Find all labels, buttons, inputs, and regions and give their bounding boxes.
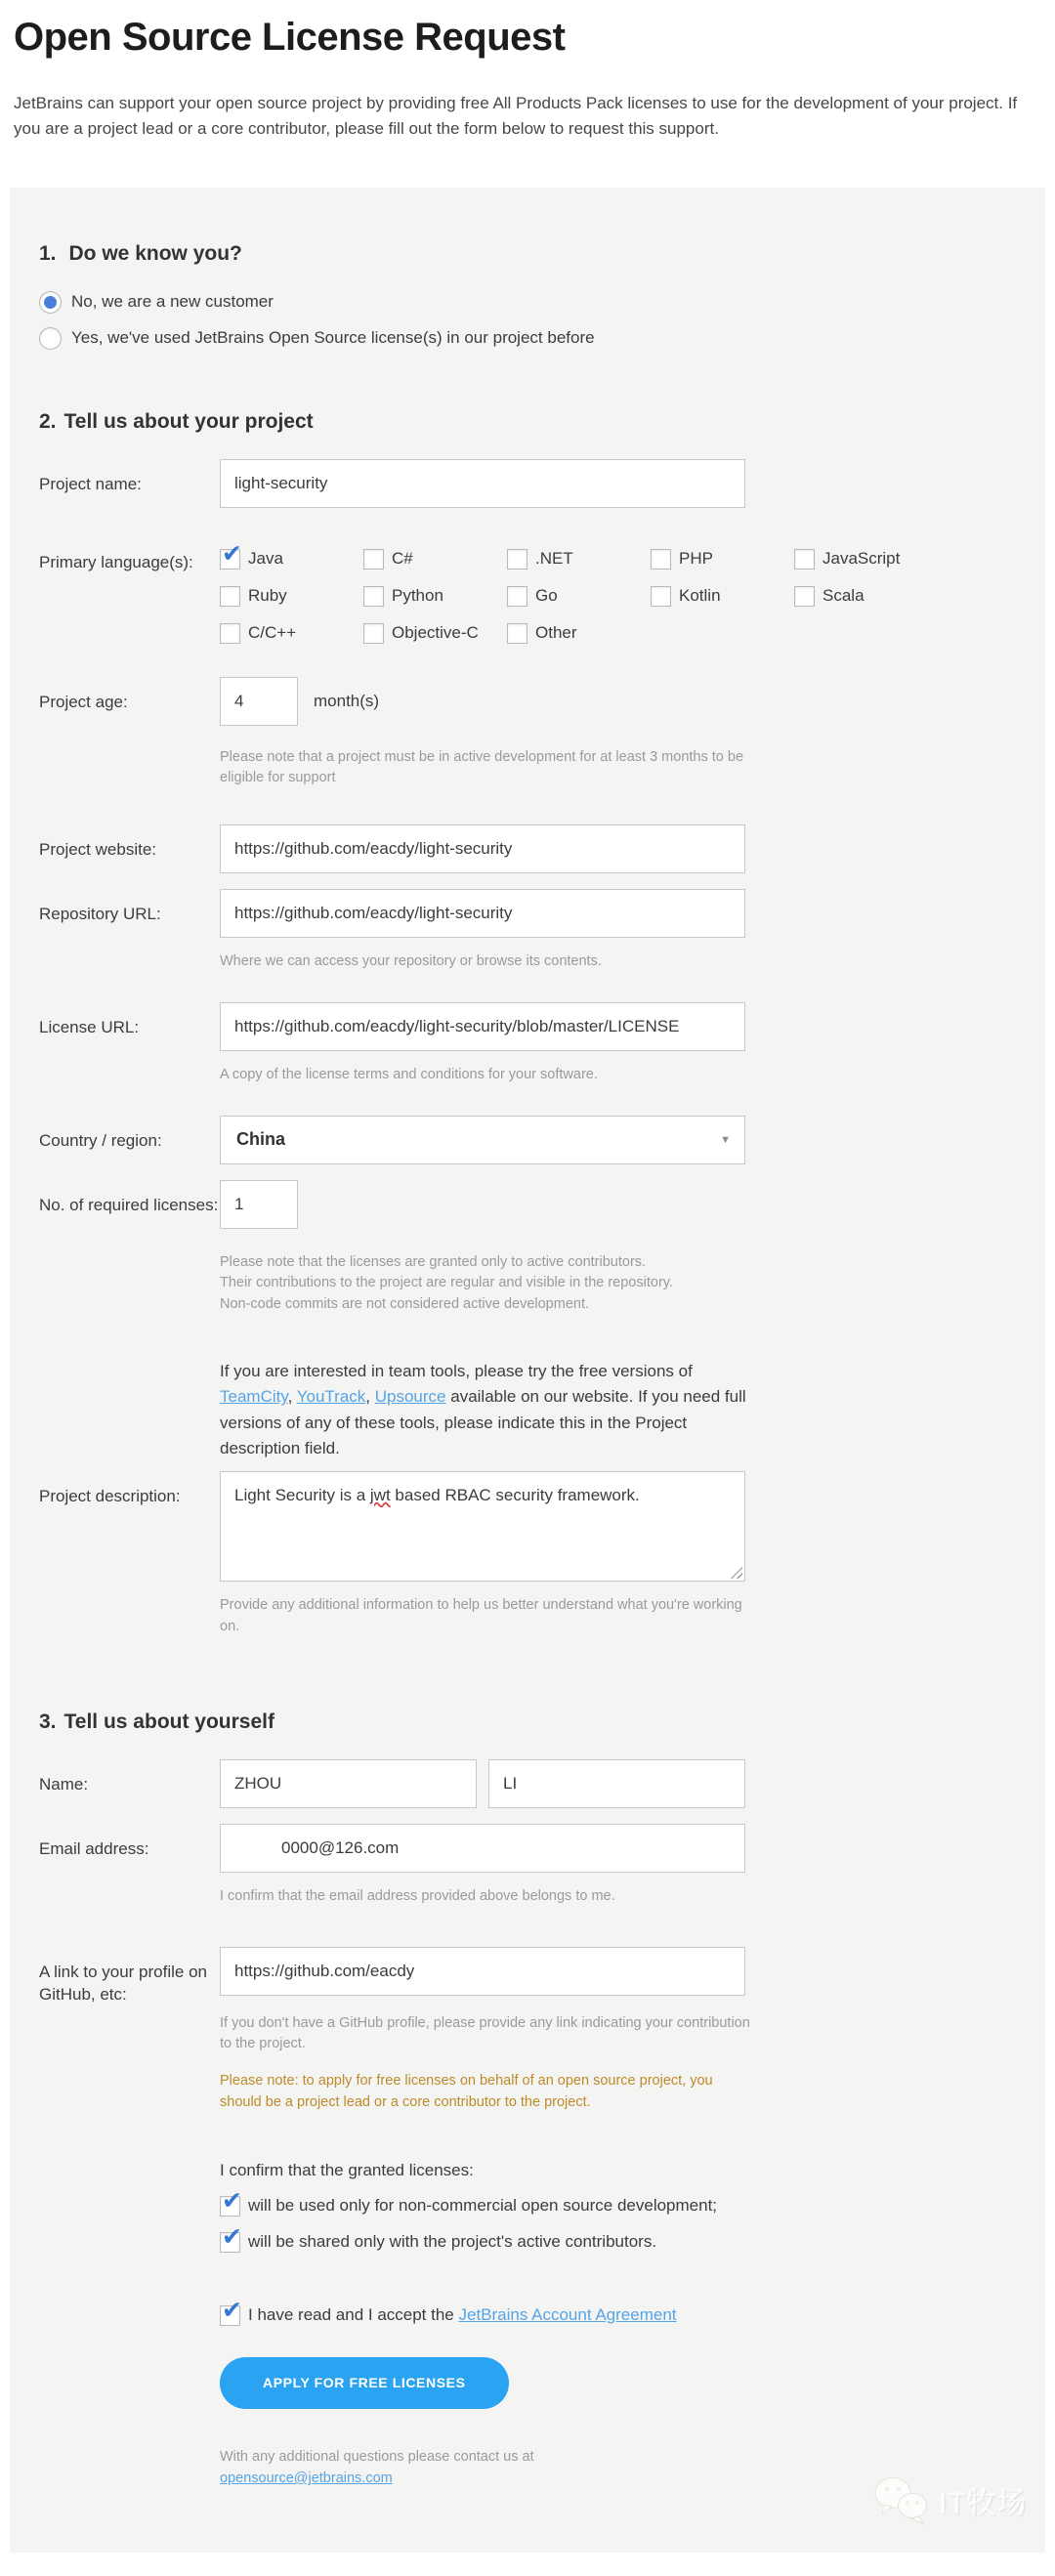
email-input[interactable] bbox=[220, 1824, 745, 1873]
language-label: C/C++ bbox=[248, 623, 297, 643]
section-number: 2. bbox=[39, 409, 57, 433]
description-text: Light Security is a bbox=[234, 1486, 370, 1505]
licenses-count-label: No. of required licenses: bbox=[39, 1195, 219, 1214]
language-option-dotnet[interactable] bbox=[507, 549, 651, 570]
language-option-ruby[interactable] bbox=[220, 586, 363, 607]
language-option-javascript[interactable] bbox=[794, 549, 938, 570]
email-row bbox=[39, 1824, 1016, 1908]
team-tools-text: available on our website. If you need full versions of any of these tools, please indicate this in the Project description field. bbox=[220, 1387, 746, 1457]
checkbox-icon[interactable] bbox=[363, 549, 384, 570]
checkbox-icon[interactable] bbox=[651, 586, 671, 607]
profile-link-row bbox=[39, 1947, 1016, 2114]
checkbox-icon[interactable] bbox=[363, 623, 384, 644]
radio-icon[interactable] bbox=[39, 327, 62, 350]
youtrack-link[interactable]: YouTrack bbox=[296, 1387, 366, 1407]
language-label: PHP bbox=[679, 549, 713, 569]
languages-label: Primary language(s): bbox=[39, 552, 193, 571]
project-age-label: Project age: bbox=[39, 692, 128, 711]
name-row bbox=[39, 1759, 1016, 1808]
language-option-objective-c[interactable] bbox=[363, 623, 507, 644]
project-name-row bbox=[39, 459, 1016, 508]
language-label: Scala bbox=[823, 586, 865, 606]
page-title: Open Source License Request bbox=[14, 16, 566, 59]
repository-url-note: Where we can access your repository or browse its contents. bbox=[220, 953, 602, 970]
language-label: .NET bbox=[535, 549, 573, 569]
language-option-c-cpp[interactable] bbox=[220, 623, 363, 644]
radio-option-used-before[interactable] bbox=[39, 327, 1016, 350]
project-age-row bbox=[39, 677, 1016, 790]
misspelled-word: jwt bbox=[369, 1486, 391, 1505]
repository-url-label: Repository URL: bbox=[39, 905, 161, 924]
project-website-row bbox=[39, 824, 1016, 873]
resize-handle-icon[interactable] bbox=[731, 1567, 742, 1579]
language-option-php[interactable] bbox=[651, 549, 794, 570]
note-line: Please note that the licenses are granted only to active contributors. bbox=[220, 1253, 647, 1270]
language-option-python[interactable] bbox=[363, 586, 507, 607]
license-url-row bbox=[39, 1002, 1016, 1086]
email-note: I confirm that the email address provided above belongs to me. bbox=[220, 1887, 615, 1904]
confirm-active-contributors[interactable] bbox=[220, 2222, 1016, 2253]
section-heading-yourself bbox=[39, 1710, 1016, 1734]
checkbox-icon[interactable] bbox=[651, 549, 671, 570]
section-title: Do we know you? bbox=[68, 241, 242, 265]
project-age-input[interactable] bbox=[220, 677, 298, 726]
intro-text: JetBrains can support your open source project by providing free All Products Pack licenses to use for the development of your project. If you are a project lead or a core contributor, please fill out the form below to request this support. bbox=[14, 94, 1018, 139]
form-panel bbox=[10, 188, 1045, 2553]
confirm-label: will be used only for non-commercial open source development; bbox=[248, 2196, 718, 2216]
last-name-input[interactable] bbox=[488, 1759, 745, 1808]
project-website-label: Project website: bbox=[39, 840, 156, 860]
licenses-count-input[interactable] bbox=[220, 1180, 298, 1229]
checkbox-icon[interactable] bbox=[220, 539, 242, 570]
upsource-link[interactable]: Upsource bbox=[374, 1387, 446, 1407]
checkbox-icon[interactable] bbox=[794, 549, 815, 570]
profile-link-input[interactable] bbox=[220, 1947, 745, 1996]
radio-option-new-customer[interactable] bbox=[39, 291, 1016, 314]
radio-icon[interactable] bbox=[39, 291, 62, 314]
license-url-label: License URL: bbox=[39, 1017, 140, 1036]
language-label: Ruby bbox=[248, 586, 287, 606]
language-label: JavaScript bbox=[823, 549, 901, 569]
checkbox-icon[interactable] bbox=[220, 2186, 242, 2217]
email-label: Email address: bbox=[39, 1838, 149, 1858]
check-icon: ✔ bbox=[222, 2296, 242, 2324]
contact-line: With any additional questions please contact us at bbox=[220, 2448, 534, 2465]
language-option-kotlin[interactable] bbox=[651, 586, 794, 607]
project-description-row bbox=[39, 1471, 1016, 1638]
contact-email-link[interactable]: opensource@jetbrains.com bbox=[220, 2470, 393, 2487]
project-lead-warning: Please note: to apply for free licenses on behalf of an open source project, you should be a project lead or a core contributor to the project. bbox=[220, 2073, 713, 2110]
project-age-note: Please note that a project must be in active development for at least 3 months to be eligible for support bbox=[220, 748, 744, 786]
languages-grid bbox=[220, 537, 1016, 644]
language-label: Python bbox=[392, 586, 443, 606]
profile-link-note: If you don't have a GitHub profile, please provide any link indicating your contribution to the project. bbox=[220, 2014, 750, 2052]
section-heading-know-you bbox=[39, 242, 1016, 266]
description-text: based RBAC security framework. bbox=[390, 1486, 640, 1505]
name-label: Name: bbox=[39, 1774, 89, 1794]
checkbox-icon[interactable] bbox=[220, 623, 240, 644]
radio-label: No, we are a new customer bbox=[71, 292, 274, 312]
language-option-csharp[interactable] bbox=[363, 549, 507, 570]
license-url-note: A copy of the license terms and conditions for your software. bbox=[220, 1066, 598, 1082]
first-name-input[interactable] bbox=[220, 1759, 477, 1808]
know-you-radio-group bbox=[39, 291, 1016, 350]
licenses-count-row bbox=[39, 1180, 1016, 1316]
language-label: C# bbox=[392, 549, 413, 569]
country-row bbox=[39, 1116, 1016, 1164]
project-description-note: Provide any additional information to help us better understand what you're working on. bbox=[220, 1597, 742, 1635]
language-label: Go bbox=[535, 586, 558, 606]
account-agreement-link[interactable]: JetBrains Account Agreement bbox=[458, 2305, 677, 2325]
checkbox-icon[interactable] bbox=[363, 586, 384, 607]
checkbox-icon[interactable] bbox=[507, 623, 528, 644]
language-option-java[interactable] bbox=[220, 539, 363, 570]
confirm-non-commercial[interactable] bbox=[220, 2186, 1016, 2217]
section-number: 1. bbox=[39, 241, 57, 265]
agreement-text bbox=[248, 2305, 677, 2325]
project-description-label: Project description: bbox=[39, 1487, 181, 1506]
project-age-suffix: month(s) bbox=[314, 691, 380, 710]
agreement-prefix: I have read and I accept the bbox=[248, 2305, 459, 2325]
checkbox-icon[interactable] bbox=[794, 586, 815, 607]
check-icon: ✔ bbox=[222, 2186, 242, 2215]
license-url-input[interactable] bbox=[220, 1002, 745, 1051]
confirm-label: will be shared only with the project's active contributors. bbox=[248, 2232, 657, 2252]
radio-label: Yes, we've used JetBrains Open Source license(s) in our project before bbox=[71, 328, 595, 348]
team-tools-paragraph bbox=[220, 1359, 762, 1461]
project-description-textarea[interactable] bbox=[220, 1471, 745, 1582]
country-label: Country / region: bbox=[39, 1130, 162, 1150]
checkbox-icon[interactable] bbox=[507, 586, 528, 607]
wechat-logo-icon bbox=[872, 2474, 933, 2527]
language-label: Objective-C bbox=[392, 623, 479, 643]
language-option-scala[interactable] bbox=[794, 586, 938, 607]
radio-dot bbox=[44, 296, 57, 309]
separator: , bbox=[365, 1387, 375, 1407]
languages-row bbox=[39, 537, 1016, 644]
checkbox-icon[interactable] bbox=[220, 586, 240, 607]
repository-url-row bbox=[39, 889, 1016, 973]
language-label: Java bbox=[248, 549, 283, 569]
country-selected-value: China bbox=[236, 1129, 286, 1150]
team-tools-text: If you are interested in team tools, please try the free versions of bbox=[220, 1361, 693, 1380]
confirm-heading: I confirm that the granted licenses: bbox=[220, 2160, 474, 2179]
checkbox-icon[interactable] bbox=[220, 2296, 242, 2326]
language-option-other[interactable] bbox=[507, 623, 651, 644]
project-name-label: Project name: bbox=[39, 474, 142, 493]
section-number: 3. bbox=[39, 1710, 57, 1733]
watermark-text: IT牧场 bbox=[939, 2487, 1028, 2520]
check-icon: ✔ bbox=[222, 2222, 242, 2251]
section-title: Tell us about your project bbox=[63, 409, 314, 433]
licenses-count-note bbox=[220, 1252, 752, 1316]
watermark bbox=[872, 2474, 1028, 2527]
checkbox-icon[interactable] bbox=[220, 2222, 242, 2253]
separator: , bbox=[287, 1387, 297, 1407]
section-heading-project bbox=[39, 410, 1016, 434]
note-line: Their contributions to the project are regular and visible in the repository. bbox=[220, 1275, 673, 1291]
project-website-input[interactable] bbox=[220, 824, 745, 873]
language-label: Kotlin bbox=[679, 586, 721, 606]
check-icon: ✔ bbox=[222, 539, 242, 568]
profile-link-label: A link to your profile on GitHub, etc: bbox=[39, 1962, 207, 2005]
language-label: Other bbox=[535, 623, 577, 643]
checkbox-icon[interactable] bbox=[507, 549, 528, 570]
chevron-down-icon: ▼ bbox=[720, 1133, 731, 1146]
section-title: Tell us about yourself bbox=[63, 1710, 274, 1733]
project-name-input[interactable] bbox=[220, 459, 745, 508]
apply-button[interactable]: APPLY FOR FREE LICENSES bbox=[220, 2357, 509, 2409]
teamcity-link[interactable]: TeamCity bbox=[220, 1387, 288, 1407]
agreement-checkbox-row[interactable] bbox=[220, 2296, 1016, 2326]
repository-url-input[interactable] bbox=[220, 889, 745, 938]
country-select[interactable] bbox=[220, 1116, 745, 1164]
note-line: Non-code commits are not considered active development. bbox=[220, 1296, 589, 1313]
language-option-go[interactable] bbox=[507, 586, 651, 607]
